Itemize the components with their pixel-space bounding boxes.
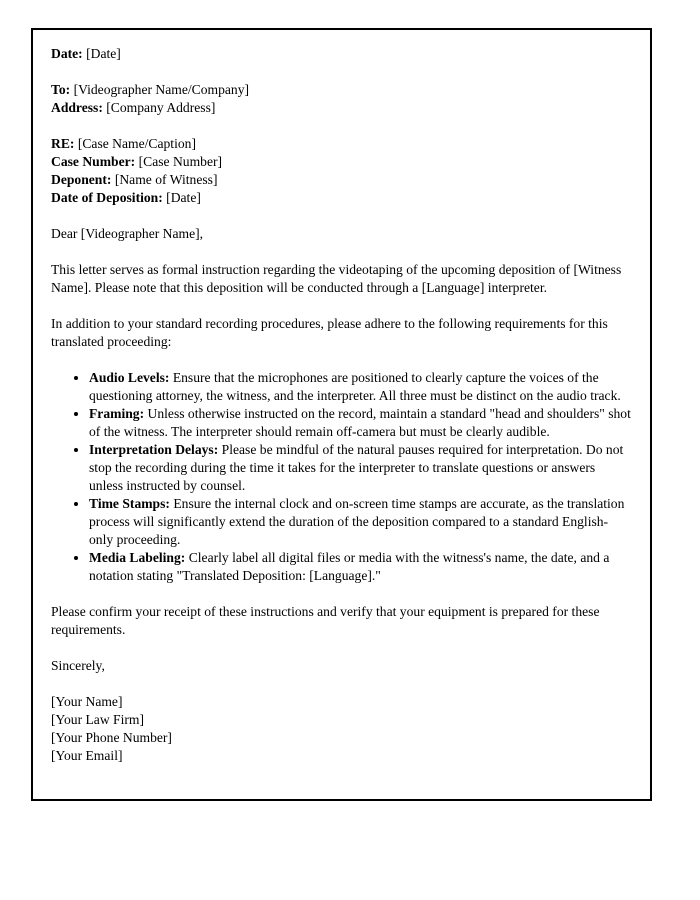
list-item (89, 549, 632, 585)
case-number-value: [Case Number] (138, 154, 223, 169)
address-label: Address: (51, 100, 103, 115)
address-value: [Company Address] (106, 100, 216, 115)
recipient-block (51, 81, 632, 117)
confirmation-paragraph: Please confirm your receipt of these instructions and verify that your equipment is prepared for these requirements. (51, 604, 600, 637)
bullet-label: Interpretation Delays: (89, 442, 219, 457)
signature-phone: [Your Phone Number] (51, 730, 172, 745)
intro-paragraph: This letter serves as formal instruction regarding the videotaping of the upcoming deposition of [Witness Name]. Please note that this deposition will be conducted through a [Language] interpreter. (51, 262, 622, 295)
bullet-text: Clearly label all digital files or media with the witness's name, the date, and a notation stating "Translated Deposition: [Language]." (89, 550, 610, 583)
to-value: [Videographer Name/Company] (73, 82, 250, 97)
bullet-label: Time Stamps: (89, 496, 170, 511)
date-value: [Date] (86, 46, 121, 61)
list-item (89, 495, 632, 549)
signature-email: [Your Email] (51, 748, 123, 763)
signature-block (51, 693, 632, 765)
deponent-value: [Name of Witness] (114, 172, 218, 187)
salutation: Dear [Videographer Name], (51, 226, 204, 241)
bullet-label: Media Labeling: (89, 550, 186, 565)
bullet-text: Ensure the internal clock and on-screen time stamps are accurate, as the translation process will significantly extend the duration of the deposition compared to a standard English-only proceeding. (89, 496, 625, 547)
requirements-list (51, 369, 632, 585)
re-line (51, 135, 632, 153)
deponent-line (51, 171, 632, 189)
case-number-label: Case Number: (51, 154, 136, 169)
deposition-date-value: [Date] (166, 190, 201, 205)
deposition-date-line (51, 189, 632, 207)
signature-name: [Your Name] (51, 694, 123, 709)
bullet-text: Ensure that the microphones are positioned to clearly capture the voices of the questioning attorney, the witness, and the interpreter. All three must be distinct on the audio track. (89, 370, 621, 403)
address-line (51, 99, 632, 117)
to-line (51, 81, 632, 99)
signature-firm: [Your Law Firm] (51, 712, 145, 727)
signoff: Sincerely, (51, 658, 105, 673)
re-label: RE: (51, 136, 75, 151)
list-item (89, 369, 632, 405)
case-block (51, 135, 632, 207)
bullet-text: Please be mindful of the natural pauses required for interpretation. Do not stop the recording during the time it takes for the interpreter to translate questions or answers unless instructed by counsel. (89, 442, 624, 493)
list-item (89, 441, 632, 495)
date-label: Date: (51, 46, 83, 61)
date-line (51, 45, 632, 63)
letter-page (31, 28, 652, 801)
deposition-date-label: Date of Deposition: (51, 190, 163, 205)
case-number-line (51, 153, 632, 171)
list-item (89, 405, 632, 441)
bullet-label: Audio Levels: (89, 370, 170, 385)
to-label: To: (51, 82, 71, 97)
re-value: [Case Name/Caption] (77, 136, 196, 151)
requirements-paragraph: In addition to your standard recording procedures, please adhere to the following requirements for this translated proceeding: (51, 316, 608, 349)
deponent-label: Deponent: (51, 172, 112, 187)
date-block (51, 45, 632, 63)
bullet-text: Unless otherwise instructed on the record, maintain a standard "head and shoulders" shot of the witness. The interpreter should remain off-camera but must be clearly audible. (89, 406, 631, 439)
bullet-label: Framing: (89, 406, 145, 421)
